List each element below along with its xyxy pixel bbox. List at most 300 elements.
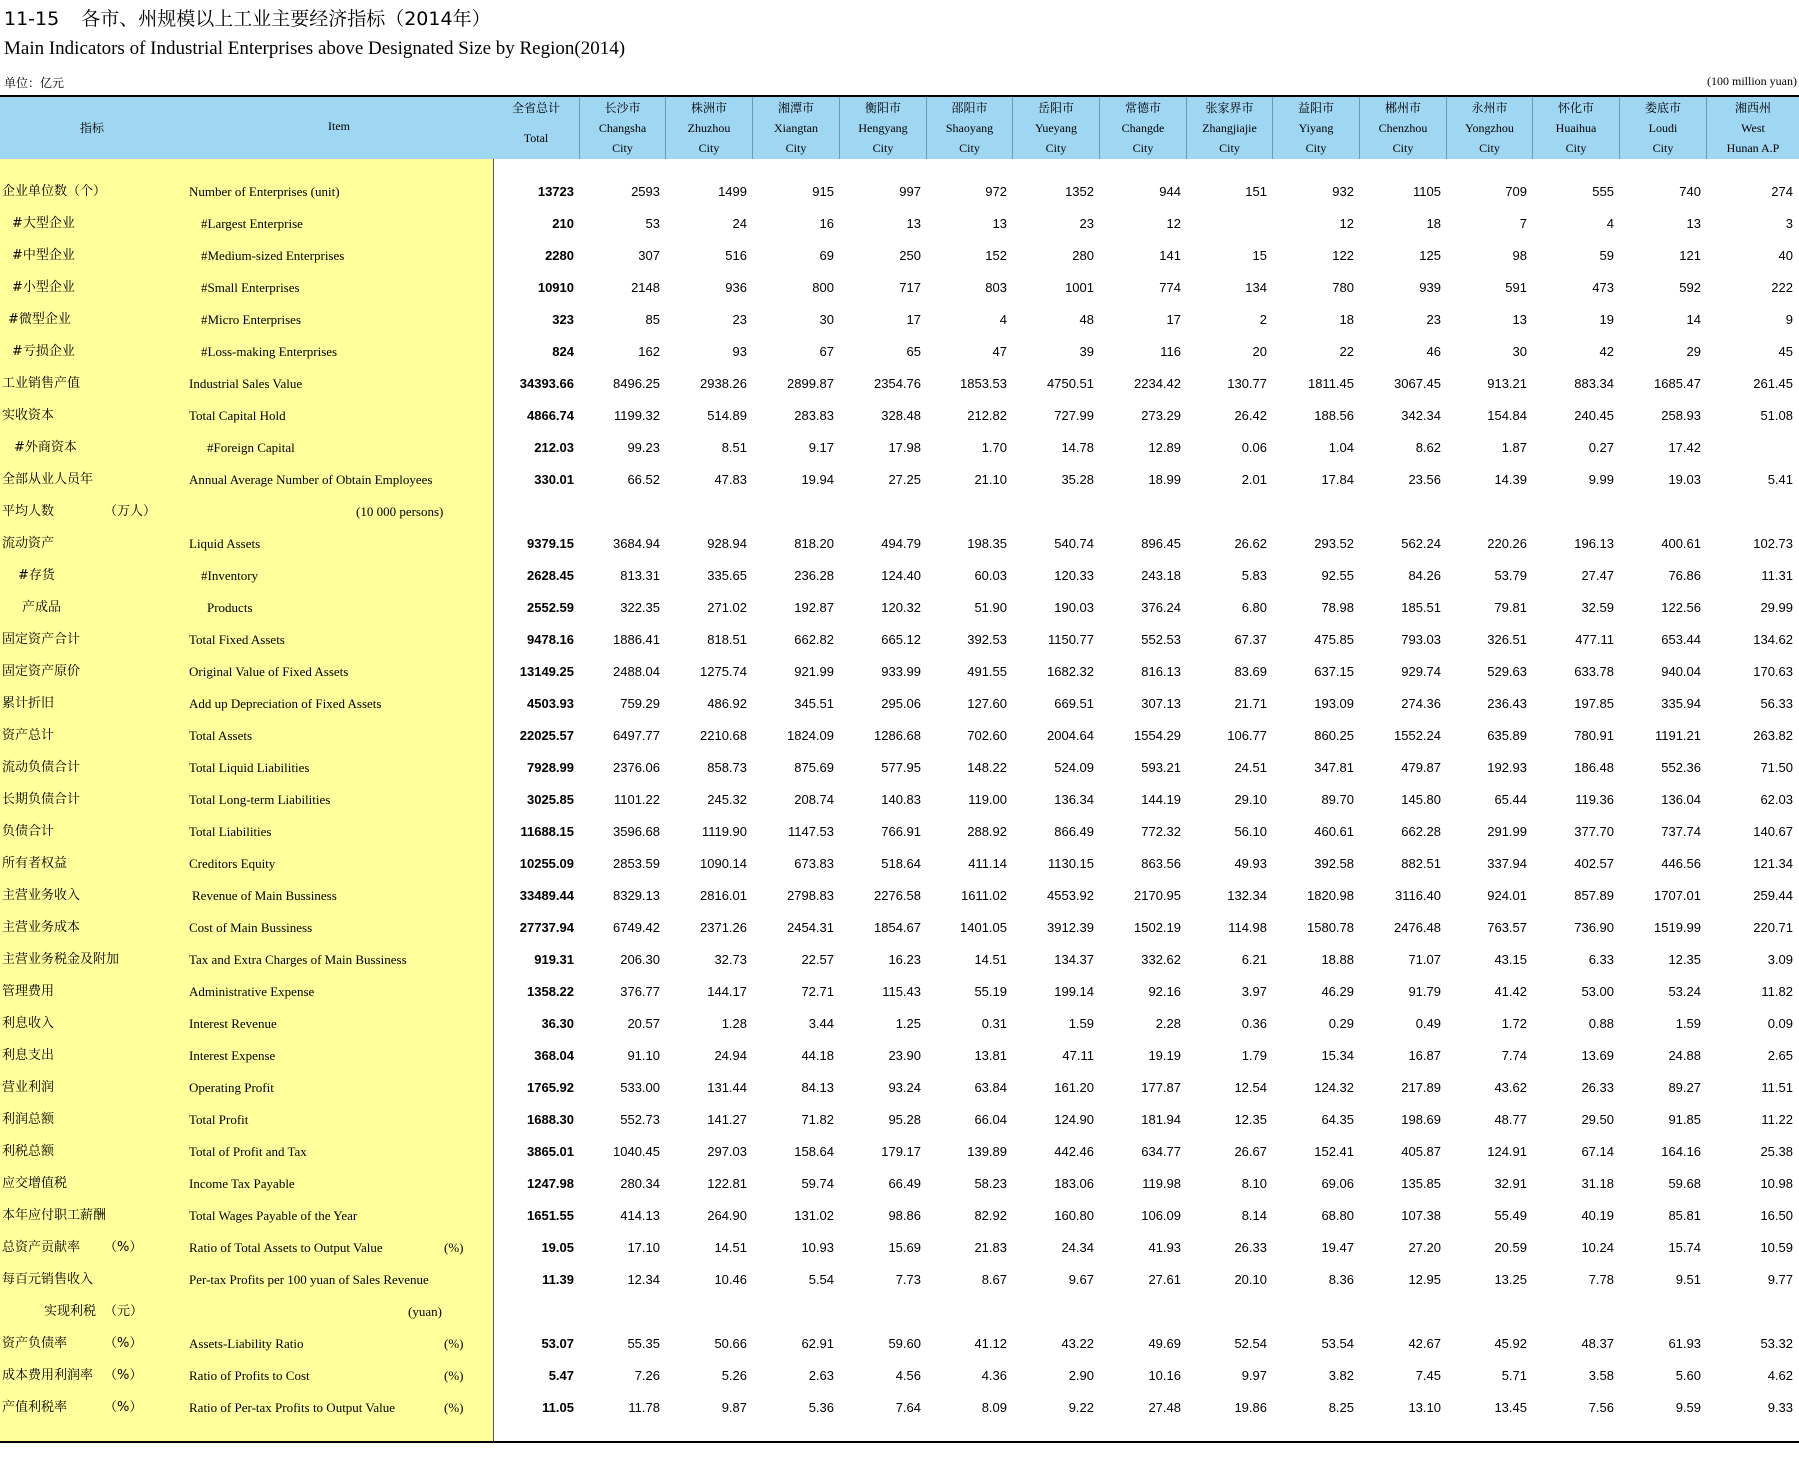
header-col-zh: 长沙市	[604, 101, 641, 115]
table-cell: 766.91	[881, 824, 921, 839]
header-col-7	[1100, 97, 1187, 159]
row-unit-en: (%)	[444, 1240, 464, 1255]
table-cell: 121	[1679, 248, 1701, 263]
table-cell: 62.91	[801, 1336, 834, 1351]
row-label-en: Products	[207, 600, 253, 615]
table-cell: 824	[552, 344, 574, 359]
table-cell: 475.85	[1314, 632, 1354, 647]
table-cell: 120.33	[1054, 568, 1094, 583]
table-cell: 460.61	[1314, 824, 1354, 839]
table-cell: 14.51	[714, 1240, 747, 1255]
table-cell: 2798.83	[787, 888, 834, 903]
table-cell: 98	[1512, 248, 1527, 263]
table-cell: 134.37	[1054, 952, 1094, 967]
table-cell: 7.45	[1415, 1368, 1441, 1383]
header-col-en2: City	[1219, 141, 1240, 155]
row-unit-en: (%)	[444, 1368, 464, 1383]
table-cell: 1358.22	[527, 984, 574, 999]
table-cell: 442.46	[1054, 1144, 1094, 1159]
table-cell: 7.56	[1588, 1400, 1614, 1415]
header-col-zh: 岳阳市	[1037, 101, 1074, 115]
header-col-4	[840, 97, 927, 159]
header-col-en1: Changsha	[598, 121, 647, 135]
row-label-en: Revenue of Main Bussiness	[192, 888, 337, 903]
table-cell: 26.42	[1234, 408, 1267, 423]
table-cell: 131.44	[707, 1080, 747, 1095]
table-cell: 709	[1505, 184, 1527, 199]
table-cell: 19.03	[1668, 472, 1701, 487]
table-cell: 307	[638, 248, 660, 263]
table-cell: 9478.16	[527, 632, 574, 647]
table-cell: 1707.01	[1654, 888, 1701, 903]
header-col-0	[493, 97, 580, 159]
table-cell: 22025.57	[519, 728, 574, 743]
table-cell: 3025.85	[527, 792, 574, 807]
table-cell: 1.87	[1501, 440, 1527, 455]
table-cell: 1.79	[1241, 1048, 1267, 1063]
table-row	[0, 560, 1799, 592]
table-cell: 185.51	[1401, 600, 1441, 615]
row-label-zh: #微型企业	[8, 312, 71, 327]
table-cell: 250	[899, 248, 921, 263]
header-col-8	[1187, 97, 1273, 159]
table-cell: 27737.94	[519, 920, 574, 935]
table-cell: 13.25	[1494, 1272, 1527, 1287]
table-cell: 9.59	[1675, 1400, 1701, 1415]
header-col-en2: City	[1132, 141, 1154, 155]
table-cell: 1247.98	[527, 1176, 574, 1191]
table-cell: 293.52	[1314, 536, 1354, 551]
table-cell: 932	[1332, 184, 1354, 199]
unit-label-en: (100 million yuan)	[1707, 74, 1797, 88]
table-cell: 5.60	[1675, 1368, 1701, 1383]
table-cell: 13	[1512, 312, 1527, 327]
table-cell: 7928.99	[527, 760, 574, 775]
table-cell: 12.35	[1668, 952, 1701, 967]
table-cell: 152	[985, 248, 1007, 263]
table-cell: 72.71	[801, 984, 834, 999]
table-cell: 158.64	[794, 1144, 834, 1159]
row-label-en: #Loss-making Enterprises	[201, 344, 338, 359]
table-cell: 115.43	[882, 984, 921, 999]
row-label-zh: 利息收入	[2, 1016, 55, 1031]
row-label-zh: 流动资产	[2, 536, 55, 551]
table-cell: 479.87	[1401, 760, 1441, 775]
table-cell: 4503.93	[527, 696, 574, 711]
row-label-zh: #中型企业	[12, 248, 75, 263]
table-cell: 32.91	[1494, 1176, 1527, 1191]
row-label-zh: #存货	[18, 568, 55, 583]
table-cell: 13.10	[1408, 1400, 1441, 1415]
table-cell: 119.36	[1575, 792, 1614, 807]
header-col-zh: 株洲市	[690, 101, 727, 115]
table-cell: 53.54	[1321, 1336, 1354, 1351]
table-cell: 11.39	[542, 1272, 574, 1287]
table-row	[0, 976, 1799, 1008]
table-cell: 141	[1159, 248, 1181, 263]
table-cell: 486.92	[707, 696, 747, 711]
row-label-en: Administrative Expense	[189, 984, 315, 999]
table-cell: 13.69	[1581, 1048, 1614, 1063]
header-col-en2: Hunan A.P	[1726, 141, 1780, 155]
row-label-en: Interest Expense	[189, 1048, 276, 1063]
unit-label-zh: 单位：亿元	[4, 76, 65, 90]
table-cell: 7.64	[895, 1400, 921, 1415]
row-unit-en: (%)	[444, 1400, 464, 1415]
table-row	[0, 1040, 1799, 1072]
table-cell: 2.65	[1767, 1048, 1793, 1063]
table-cell: 11.78	[628, 1400, 660, 1415]
table-cell: 882.51	[1401, 856, 1441, 871]
row-label-zh: 企业单位数（个）	[2, 184, 107, 199]
table-cell: 863.56	[1141, 856, 1181, 871]
table-cell: 124.32	[1314, 1080, 1354, 1095]
table-cell: 17.84	[1321, 472, 1354, 487]
table-cell: 29.50	[1581, 1112, 1614, 1127]
table-cell: 220.71	[1753, 920, 1793, 935]
table-cell: 9.22	[1068, 1400, 1094, 1415]
table-cell: 1352	[1065, 184, 1094, 199]
table-cell: 122.81	[707, 1176, 747, 1191]
row-unit-zh: （%）	[104, 1368, 143, 1383]
header-col-zh: 张家界市	[1205, 101, 1254, 115]
table-row	[0, 720, 1799, 752]
row-label-zh: 负债合计	[2, 824, 55, 839]
table-cell: 326.51	[1487, 632, 1527, 647]
table-cell: 23.90	[888, 1048, 921, 1063]
row-label-zh: 流动负债合计	[2, 760, 81, 775]
header-col-2	[666, 97, 753, 159]
table-cell: 1040.45	[613, 1144, 660, 1159]
table-cell: 20.10	[1234, 1272, 1267, 1287]
table-cell: 2488.04	[613, 664, 660, 679]
row-label-en: #Foreign Capital	[207, 440, 295, 455]
table-cell: 85	[645, 312, 660, 327]
table-cell: 261.45	[1753, 376, 1793, 391]
header-col-en1: Yueyang	[1035, 121, 1077, 135]
table-cell: 392.58	[1314, 856, 1354, 871]
table-cell: 4866.74	[527, 408, 574, 423]
header-col-11	[1447, 97, 1533, 159]
table-cell: 183.06	[1054, 1176, 1094, 1191]
table-cell: 332.62	[1141, 952, 1181, 967]
table-cell: 936	[725, 280, 747, 295]
table-cell: 2899.87	[787, 376, 834, 391]
table-cell: 160.80	[1054, 1208, 1094, 1223]
table-cell: 67.14	[1581, 1144, 1614, 1159]
table-cell: 5.26	[721, 1368, 747, 1383]
table-cell: 0.36	[1241, 1016, 1267, 1031]
table-cell: 552.73	[620, 1112, 660, 1127]
table-cell: 134	[1245, 280, 1267, 295]
table-cell: 193.09	[1314, 696, 1354, 711]
table-row	[0, 240, 1799, 272]
table-cell: 772.32	[1141, 824, 1181, 839]
table-cell: 1199.32	[613, 408, 660, 423]
table-cell: 21.83	[974, 1240, 1007, 1255]
table-cell: 1820.98	[1307, 888, 1354, 903]
table-cell: 1.72	[1501, 1016, 1527, 1031]
table-cell: 5.54	[808, 1272, 834, 1287]
table-cell: 2853.59	[613, 856, 660, 871]
header-col-10	[1360, 97, 1447, 159]
table-cell: 634.77	[1141, 1144, 1181, 1159]
table-row	[0, 336, 1799, 368]
table-cell: 124.91	[1487, 1144, 1527, 1159]
header-col-en2: Total	[523, 131, 549, 145]
table-cell: 23	[732, 312, 747, 327]
table-cell: 11.05	[542, 1400, 574, 1415]
table-cell: 2.01	[1241, 472, 1267, 487]
table-row	[0, 816, 1799, 848]
row-label-en: Total Assets	[189, 728, 253, 743]
table-cell: 736.90	[1574, 920, 1614, 935]
table-cell: 29.99	[1760, 600, 1793, 615]
row-label-en: Number of Enterprises (unit)	[189, 184, 340, 199]
row-label-zh: 主营业务税金及附加	[2, 952, 120, 967]
table-cell: 42.67	[1408, 1336, 1441, 1351]
header-col-zh: 湘潭市	[777, 101, 814, 115]
table-cell: 997	[899, 184, 921, 199]
table-cell: 32.73	[714, 952, 747, 967]
table-cell: 41.12	[974, 1336, 1007, 1351]
table-cell: 23.56	[1408, 472, 1441, 487]
table-cell: 10.46	[714, 1272, 747, 1287]
table-cell: 8.67	[981, 1272, 1007, 1287]
table-cell: 0.88	[1588, 1016, 1614, 1031]
table-cell: 1001	[1065, 280, 1094, 295]
table-row	[0, 432, 1799, 464]
header-col-en2: City	[785, 141, 807, 155]
table-cell: 58.23	[974, 1176, 1007, 1191]
row-label-zh: 资产总计	[2, 728, 55, 743]
table-cell: 34393.66	[519, 376, 574, 391]
table-cell: 323	[552, 312, 574, 327]
row-label-zh: 固定资产合计	[2, 632, 81, 647]
table-cell: 33489.44	[519, 888, 574, 903]
table-cell: 17	[906, 312, 921, 327]
table-cell: 376.24	[1141, 600, 1181, 615]
table-cell: 21.71	[1234, 696, 1267, 711]
table-row	[0, 1360, 1799, 1392]
table-cell: 179.17	[881, 1144, 921, 1159]
table-cell: 4	[999, 312, 1007, 327]
table-cell: 197.85	[1574, 696, 1614, 711]
table-cell: 51.08	[1760, 408, 1793, 423]
header-col-en2: City	[1392, 141, 1414, 155]
table-cell: 335.94	[1661, 696, 1701, 711]
row-label-en: Interest Revenue	[189, 1016, 277, 1031]
table-cell: 924.01	[1487, 888, 1527, 903]
table-cell: 875.69	[794, 760, 834, 775]
table-cell: 16.87	[1408, 1048, 1441, 1063]
table-cell: 972	[985, 184, 1007, 199]
table-cell: 243.18	[1141, 568, 1181, 583]
table-cell: 3596.68	[613, 824, 660, 839]
table-cell: 136.34	[1054, 792, 1094, 807]
table-cell: 53.79	[1494, 568, 1527, 583]
table-cell: 60.03	[974, 568, 1007, 583]
table-cell: 577.95	[881, 760, 921, 775]
row-label-en: Total Wages Payable of the Year	[189, 1208, 358, 1223]
table-cell: 933.99	[881, 664, 921, 679]
table-cell: 929.74	[1401, 664, 1441, 679]
table-cell: 5.47	[548, 1368, 574, 1383]
row-label-zh: 本年应付职工薪酬	[2, 1208, 107, 1223]
table-title-en: Main Indicators of Industrial Enterprises above Designated Size by Region(2014)	[4, 38, 626, 59]
table-cell: 16	[819, 216, 834, 231]
table-cell: 119.98	[1142, 1176, 1181, 1191]
table-title-zh	[4, 4, 491, 31]
table-cell: 816.13	[1141, 664, 1181, 679]
row-label-en: Creditors Equity	[189, 856, 276, 871]
header-col-13	[1620, 97, 1707, 159]
table-cell: 14.51	[974, 952, 1007, 967]
table-cell: 653.44	[1661, 632, 1701, 647]
table-cell: 9.17	[808, 440, 834, 455]
table-cell: 52.54	[1234, 1336, 1267, 1351]
table-cell: 43.62	[1494, 1080, 1527, 1095]
table-cell: 514.89	[707, 408, 747, 423]
table-cell: 125	[1419, 248, 1441, 263]
table-cell: 124.90	[1054, 1112, 1094, 1127]
row-label-zh: 实现利税	[44, 1304, 97, 1319]
table-cell: 59.60	[888, 1336, 921, 1351]
table-cell: 14.39	[1494, 472, 1527, 487]
table-cell: 377.70	[1574, 824, 1614, 839]
table-cell: 491.55	[967, 664, 1007, 679]
table-cell: 860.25	[1314, 728, 1354, 743]
table-header	[0, 97, 1799, 159]
table-cell: 10.16	[1148, 1368, 1181, 1383]
table-cell: 12.35	[1234, 1112, 1267, 1127]
table-cell: 10.93	[801, 1240, 834, 1255]
table-cell: 1.25	[895, 1016, 921, 1031]
table-cell: 217.89	[1401, 1080, 1441, 1095]
table-cell: 67	[819, 344, 834, 359]
table-cell: 192.87	[794, 600, 834, 615]
table-cell: 633.78	[1574, 664, 1614, 679]
row-label-en: Add up Depreciation of Fixed Assets	[189, 696, 382, 711]
table-cell: 198.35	[967, 536, 1007, 551]
table-cell: 2376.06	[613, 760, 660, 775]
table-row	[0, 1008, 1799, 1040]
table-cell: 19.05	[541, 1240, 574, 1255]
table-cell: 2210.68	[700, 728, 747, 743]
table-cell: 91.79	[1408, 984, 1441, 999]
table-cell: 533.00	[620, 1080, 660, 1095]
table-cell: 67.37	[1234, 632, 1267, 647]
table-cell: 263.82	[1753, 728, 1793, 743]
table-cell: 913.21	[1487, 376, 1527, 391]
table-row	[0, 848, 1799, 880]
row-label-en: #Small Enterprises	[201, 280, 300, 295]
row-unit-zh: （%）	[104, 1336, 143, 1351]
table-cell: 5.71	[1501, 1368, 1527, 1383]
table-cell: 43.22	[1061, 1336, 1094, 1351]
table-cell: 307.13	[1141, 696, 1181, 711]
table-cell: 2280	[545, 248, 574, 263]
table-cell: 79.81	[1494, 600, 1527, 615]
header-col-zh: 全省总计	[511, 101, 560, 115]
table-row	[0, 1104, 1799, 1136]
table-cell: 813.31	[620, 568, 660, 583]
table-cell: 106.09	[1141, 1208, 1181, 1223]
table-cell: 271.02	[707, 600, 747, 615]
table-cell: 939	[1419, 280, 1441, 295]
table-cell: 17.42	[1668, 440, 1701, 455]
row-label-en: #Inventory	[201, 568, 259, 583]
table-cell: 3116.40	[1394, 888, 1441, 903]
table-cell: 45	[1778, 344, 1793, 359]
header-col-en2: City	[1479, 141, 1500, 155]
table-cell: 322.35	[620, 600, 660, 615]
table-cell: 13149.25	[519, 664, 574, 679]
row-label-en: Total Long-term Liabilities	[189, 792, 331, 807]
table-cell: 139.89	[967, 1144, 1007, 1159]
row-label-zh: 资产负债率	[2, 1336, 68, 1351]
table-cell: 1090.14	[700, 856, 747, 871]
table-cell: 919.31	[534, 952, 574, 967]
table-cell: 48.37	[1581, 1336, 1614, 1351]
table-cell: 10255.09	[519, 856, 574, 871]
table-cell: 210	[552, 216, 574, 231]
header-col-9	[1273, 97, 1360, 159]
table-cell: 27.61	[1148, 1272, 1181, 1287]
row-label-zh: 累计折旧	[2, 696, 55, 711]
table-cell: 3.58	[1588, 1368, 1614, 1383]
table-cell: 71.50	[1760, 760, 1793, 775]
table-cell: 345.51	[794, 696, 834, 711]
table-cell: 36.30	[541, 1016, 574, 1031]
table-cell: 9.33	[1767, 1400, 1793, 1415]
row-unit-en: (yuan)	[408, 1304, 442, 1319]
table-cell: 473	[1592, 280, 1614, 295]
table-cell: 9.99	[1588, 472, 1614, 487]
row-label-zh: 平均人数	[2, 504, 55, 519]
header-item: Item	[328, 119, 350, 133]
table-cell: 140.83	[881, 792, 921, 807]
row-label-zh: 利息支出	[2, 1048, 55, 1063]
table-cell: 2454.31	[787, 920, 834, 935]
table-cell: 35.28	[1061, 472, 1094, 487]
table-cell: 665.12	[881, 632, 921, 647]
table-cell: 69.06	[1321, 1176, 1354, 1191]
table-cell: 192.93	[1487, 760, 1527, 775]
table-cell: 637.15	[1314, 664, 1354, 679]
table-cell: 8.14	[1241, 1208, 1267, 1223]
table-cell: 669.51	[1054, 696, 1094, 711]
table-cell: 122	[1332, 248, 1354, 263]
table-cell: 144.19	[1141, 792, 1181, 807]
table-cell: 24.94	[714, 1048, 747, 1063]
table-cell: 40	[1778, 248, 1793, 263]
table-cell: 55.35	[627, 1336, 660, 1351]
header-col-en1: Huaihua	[1555, 121, 1597, 135]
table-row	[0, 1392, 1799, 1424]
row-label-en: #Micro Enterprises	[201, 312, 302, 327]
table-cell: 673.83	[794, 856, 834, 871]
table-cell: 0.09	[1767, 1016, 1793, 1031]
table-cell: 41.93	[1148, 1240, 1181, 1255]
table-cell: 84.13	[801, 1080, 834, 1095]
row-unit-zh: （%）	[104, 1400, 143, 1415]
table-cell: 32.59	[1581, 600, 1614, 615]
table-cell: 1519.99	[1654, 920, 1701, 935]
header-col-zh: 娄底市	[1644, 101, 1681, 115]
table-cell: 14.78	[1061, 440, 1094, 455]
table-cell: 1580.78	[1307, 920, 1354, 935]
